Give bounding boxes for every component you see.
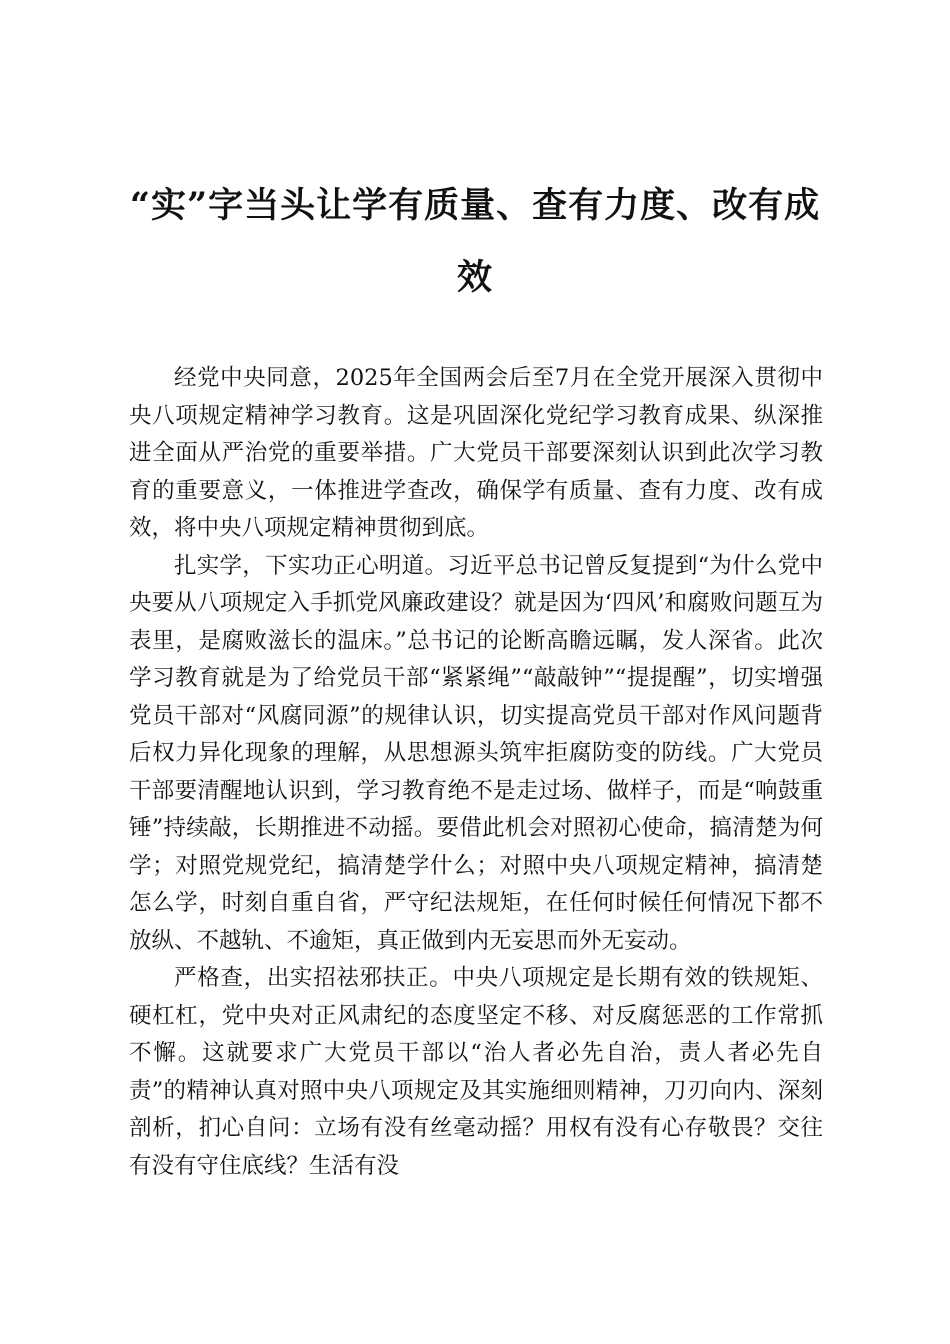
paragraph-2: 扎实学，下实功正心明道。习近平总书记曾反复提到“为什么党中央要从八项规定入手抓党风廉政建设？就是因为‘四风’和腐败问题互为表里，是腐败滋长的温床。”总书记的论断高瞻远瞩，发人深省。此次学习教育就是为了给党员干部“紧紧绳”“敲敲钟”“提提醒”，切实增强党员干部对“风腐同源”的规律认识，切实提高党员干部对作风问题背后权力异化现象的理解，从思想源头筑牢拒腐防变的防线。广大党员干部要清醒地认识到，学习教育绝不是走过场、做样子，而是“响鼓重锤”持续敲，长期推进不动摇。要借此机会对照初心使命，搞清楚为何学；对照党规党纪，搞清楚学什么；对照中央八项规定精神，搞清楚怎么学，时刻自重自省，严守纪法规矩，在任何时候任何情况下都不放纵、不越轨、不逾矩，真正做到内无妄思而外无妄动。 xyxy=(129,552,823,954)
document-title: “实”字当头让学有质量、查有力度、改有成效 xyxy=(129,185,821,298)
paragraph-3: 严格查，出实招祛邪扶正。中央八项规定是长期有效的铁规矩、硬杠杠，党中央对正风肃纪的态度坚定不移、对反腐惩恶的工作常抓不懈。这就要求广大党员干部以“治人者必先自治，责人者必先自责”的精神认真对照中央八项规定及其实施细则精神，刀刃向内、深刻剖析，扪心自问：立场有没有丝毫动摇？用权有没有心存敬畏？交往有没有守住底线？生活有没 xyxy=(129,965,823,1179)
document-body xyxy=(129,360,823,1185)
paragraph-1: 经党中央同意，2025年全国两会后至7月在全党开展深入贯彻中央八项规定精神学习教育。这是巩固深化党纪学习教育成果、纵深推进全面从严治党的重要举措。广大党员干部要深刻认识到此次学习教育的重要意义，一体推进学查改，确保学有质量、查有力度、改有成效，将中央八项规定精神贯彻到底。 xyxy=(129,365,823,541)
